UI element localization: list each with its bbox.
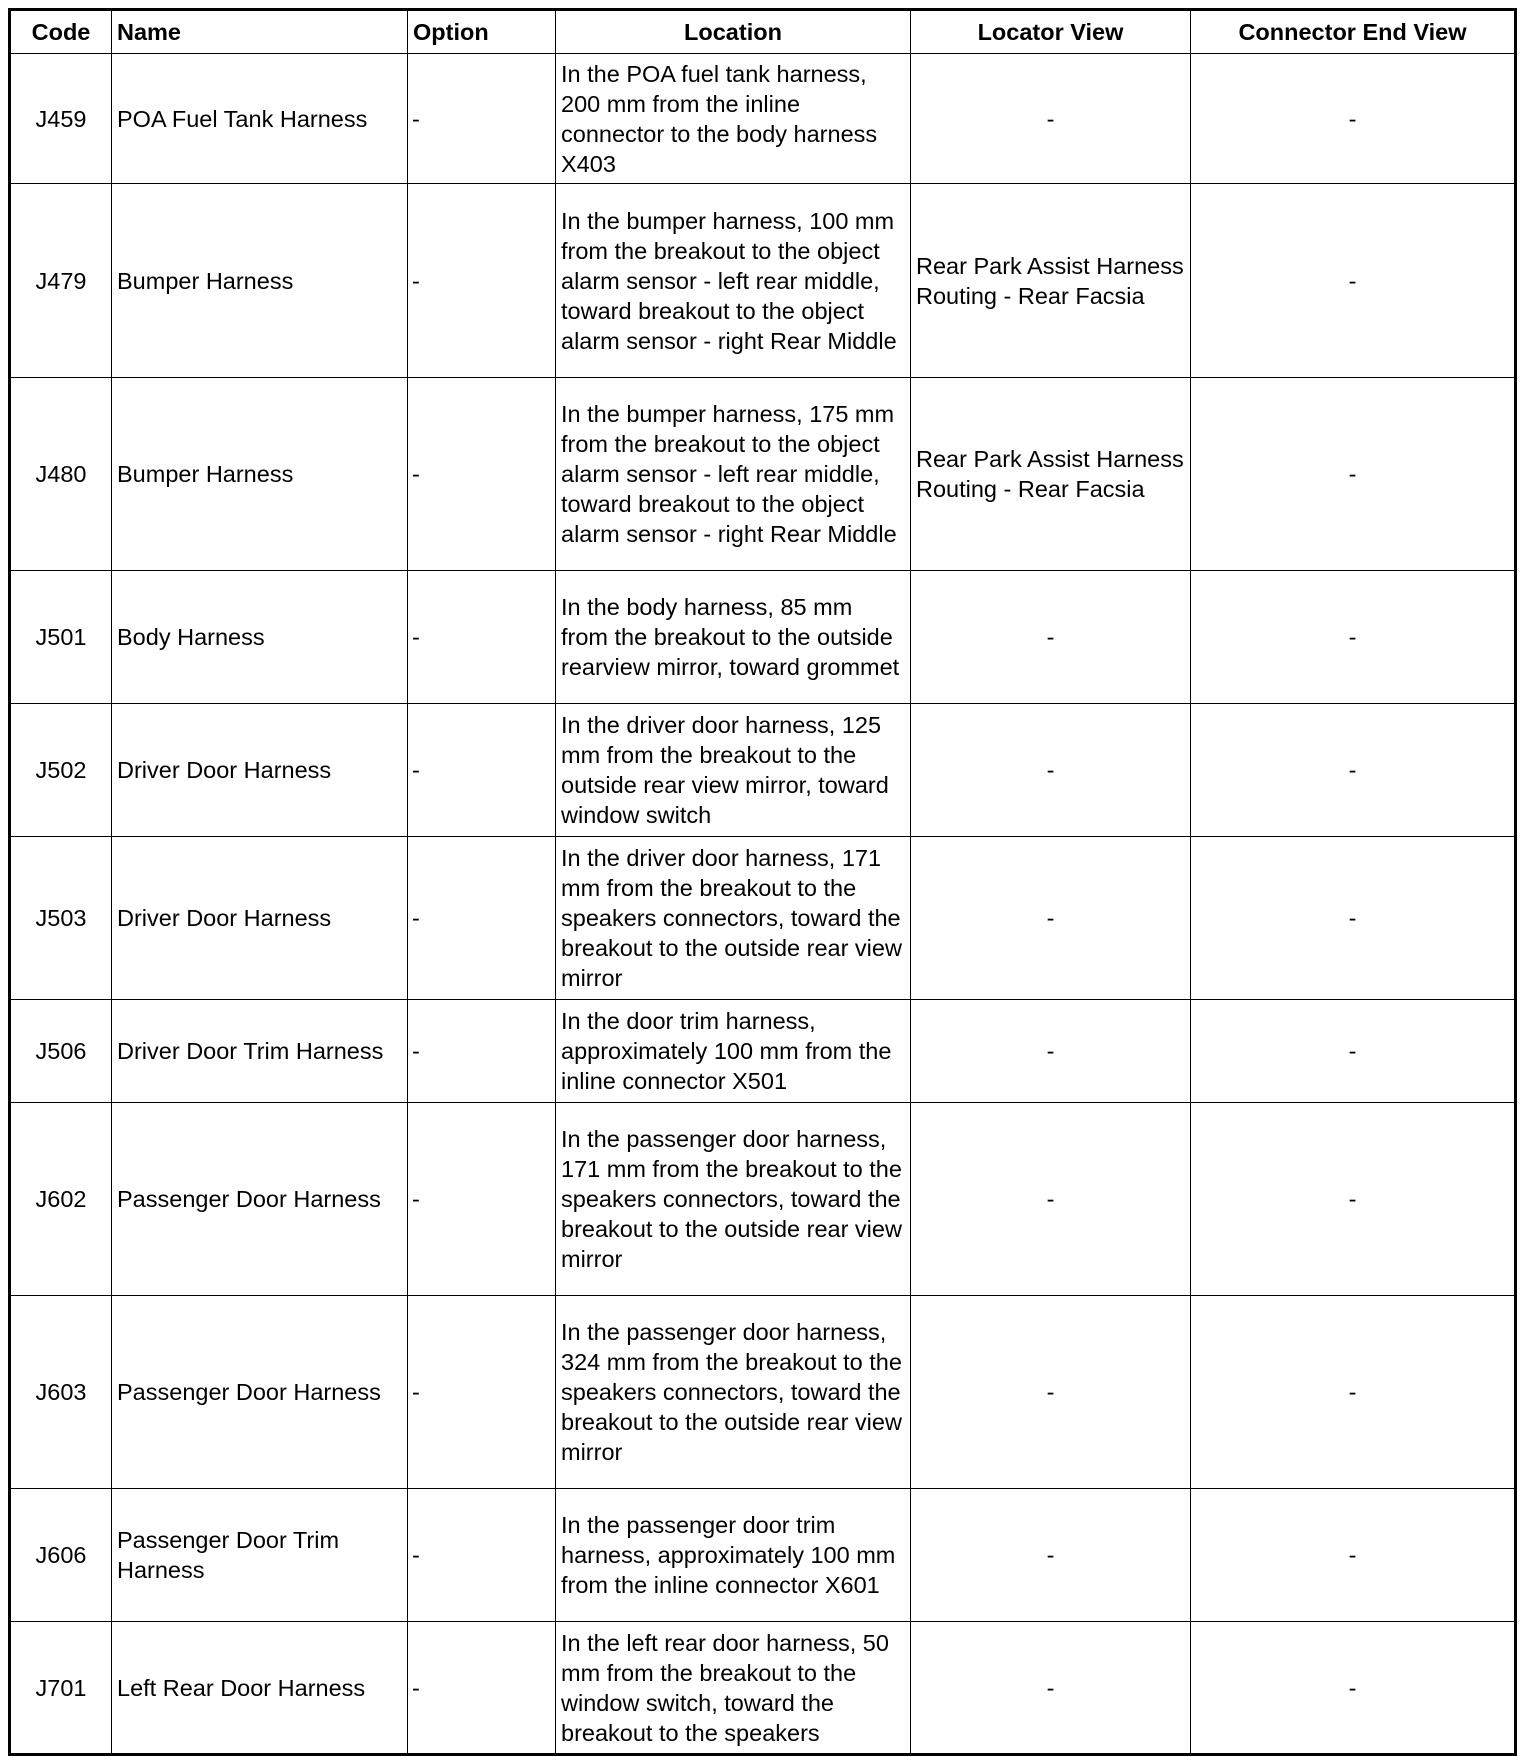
cell-locator-view: - [911, 1103, 1191, 1296]
cell-code: J602 [10, 1103, 112, 1296]
table-row [10, 1489, 1516, 1622]
cell-connector-end-view: - [1191, 1622, 1516, 1755]
cell-option: - [408, 1489, 556, 1622]
cell-locator-view: Rear Park Assist Harness Routing - Rear Facsia [911, 184, 1191, 378]
cell-location: In the driver door harness, 171 mm from the breakout to the speakers connectors, toward the breakout to the outside rear view mirror [556, 837, 911, 1000]
cell-code: J506 [10, 1000, 112, 1103]
cell-option: - [408, 571, 556, 704]
header-connector-end-view: Connector End View [1191, 10, 1516, 54]
cell-locator-view: - [911, 1489, 1191, 1622]
table-row [10, 184, 1516, 378]
header-row [10, 10, 1516, 54]
cell-code: J479 [10, 184, 112, 378]
cell-code: J503 [10, 837, 112, 1000]
cell-location: In the body harness, 85 mm from the breakout to the outside rearview mirror, toward grommet [556, 571, 911, 704]
cell-locator-view: - [911, 1296, 1191, 1489]
cell-location: In the driver door harness, 125 mm from the breakout to the outside rear view mirror, toward window switch [556, 704, 911, 837]
cell-code: J459 [10, 54, 112, 184]
cell-name: Driver Door Harness [112, 704, 408, 837]
cell-name: Passenger Door Harness [112, 1103, 408, 1296]
cell-location: In the bumper harness, 175 mm from the breakout to the object alarm sensor - left rear middle, toward breakout to the object alarm sensor - right Rear Middle [556, 378, 911, 571]
splice-table [8, 8, 1517, 1756]
cell-option: - [408, 1103, 556, 1296]
cell-code: J501 [10, 571, 112, 704]
cell-name: POA Fuel Tank Harness [112, 54, 408, 184]
cell-name: Passenger Door Harness [112, 1296, 408, 1489]
cell-location: In the passenger door harness, 324 mm from the breakout to the speakers connectors, toward the breakout to the outside rear view mirror [556, 1296, 911, 1489]
table-row [10, 1296, 1516, 1489]
cell-name: Left Rear Door Harness [112, 1622, 408, 1755]
cell-connector-end-view: - [1191, 184, 1516, 378]
cell-option: - [408, 1296, 556, 1489]
cell-option: - [408, 54, 556, 184]
cell-locator-view: - [911, 704, 1191, 837]
cell-connector-end-view: - [1191, 837, 1516, 1000]
table-row [10, 571, 1516, 704]
cell-location: In the POA fuel tank harness, 200 mm from the inline connector to the body harness X403 [556, 54, 911, 184]
cell-code: J480 [10, 378, 112, 571]
cell-connector-end-view: - [1191, 704, 1516, 837]
table-row [10, 1103, 1516, 1296]
table-row [10, 1622, 1516, 1755]
cell-location: In the left rear door harness, 50 mm from the breakout to the window switch, toward the breakout to the speakers [556, 1622, 911, 1755]
cell-option: - [408, 1000, 556, 1103]
header-code: Code [10, 10, 112, 54]
cell-name: Bumper Harness [112, 184, 408, 378]
cell-option: - [408, 837, 556, 1000]
table-row [10, 378, 1516, 571]
header-option: Option [408, 10, 556, 54]
cell-location: In the passenger door trim harness, approximately 100 mm from the inline connector X601 [556, 1489, 911, 1622]
cell-name: Driver Door Trim Harness [112, 1000, 408, 1103]
cell-code: J701 [10, 1622, 112, 1755]
cell-locator-view: Rear Park Assist Harness Routing - Rear Facsia [911, 378, 1191, 571]
cell-name: Passenger Door Trim Harness [112, 1489, 408, 1622]
cell-connector-end-view: - [1191, 1103, 1516, 1296]
cell-option: - [408, 378, 556, 571]
cell-option: - [408, 1622, 556, 1755]
header-location: Location [556, 10, 911, 54]
cell-connector-end-view: - [1191, 378, 1516, 571]
table-row [10, 837, 1516, 1000]
cell-connector-end-view: - [1191, 571, 1516, 704]
cell-location: In the bumper harness, 100 mm from the breakout to the object alarm sensor - left rear middle, toward breakout to the object alarm sensor - right Rear Middle [556, 184, 911, 378]
cell-code: J603 [10, 1296, 112, 1489]
cell-location: In the door trim harness, approximately 100 mm from the inline connector X501 [556, 1000, 911, 1103]
cell-connector-end-view: - [1191, 1000, 1516, 1103]
cell-locator-view: - [911, 1622, 1191, 1755]
header-name: Name [112, 10, 408, 54]
cell-locator-view: - [911, 54, 1191, 184]
cell-name: Body Harness [112, 571, 408, 704]
cell-code: J502 [10, 704, 112, 837]
cell-option: - [408, 184, 556, 378]
cell-locator-view: - [911, 837, 1191, 1000]
cell-locator-view: - [911, 571, 1191, 704]
table-row [10, 1000, 1516, 1103]
table-row [10, 54, 1516, 184]
cell-connector-end-view: - [1191, 54, 1516, 184]
cell-code: J606 [10, 1489, 112, 1622]
cell-name: Driver Door Harness [112, 837, 408, 1000]
header-locator-view: Locator View [911, 10, 1191, 54]
table-row [10, 704, 1516, 837]
cell-option: - [408, 704, 556, 837]
cell-locator-view: - [911, 1000, 1191, 1103]
cell-name: Bumper Harness [112, 378, 408, 571]
cell-connector-end-view: - [1191, 1489, 1516, 1622]
cell-location: In the passenger door harness, 171 mm from the breakout to the speakers connectors, toward the breakout to the outside rear view mirror [556, 1103, 911, 1296]
cell-connector-end-view: - [1191, 1296, 1516, 1489]
